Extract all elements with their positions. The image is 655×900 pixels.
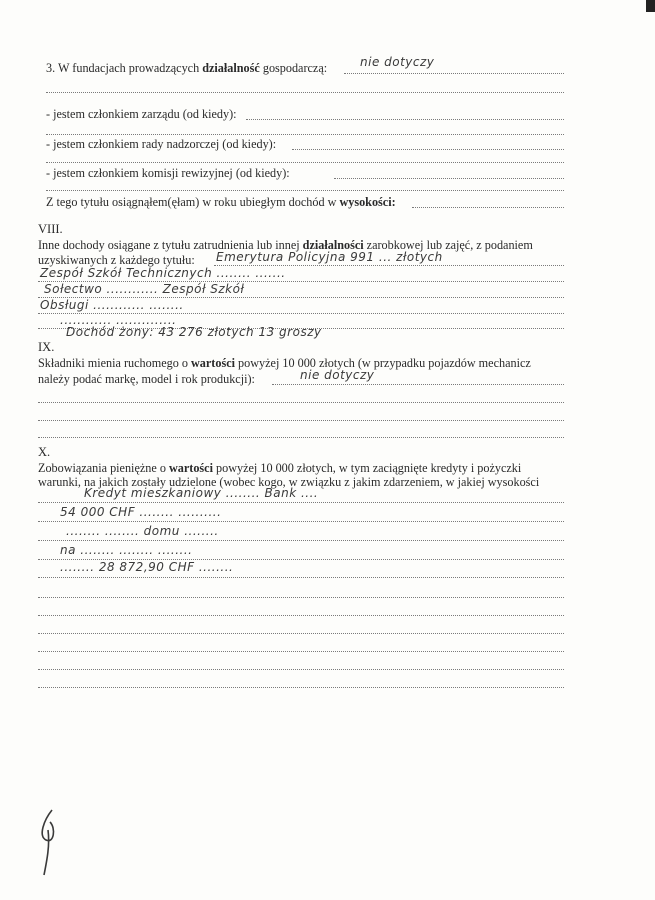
handwritten-answer: ........ ........ domu ........ (66, 524, 219, 538)
answer-line (272, 384, 564, 385)
answer-line (38, 615, 564, 616)
answer-line (46, 162, 564, 163)
answer-line (38, 651, 564, 652)
handwritten-answer: Sołectwo ............ Zespół Szkół (44, 282, 245, 296)
section-heading-x: X. (38, 445, 51, 459)
answer-line (38, 521, 564, 522)
answer-line (38, 402, 564, 403)
section-heading-ix: IX. (38, 340, 55, 354)
scan-artifact (646, 0, 655, 12)
liabilities-label: Zobowiązania pieniężne o wartości powyżej 10 000 złotych, w tym zaciągnięte kredyty i pożyczki (38, 461, 522, 475)
answer-line (46, 92, 564, 93)
answer-line (38, 633, 564, 634)
answer-line (38, 502, 564, 503)
answer-line (46, 134, 564, 135)
answer-line (38, 669, 564, 670)
handwritten-answer: na ........ ........ ........ (60, 543, 193, 557)
answer-line (38, 577, 564, 578)
answer-line (38, 420, 564, 421)
fundacje-label: 3. W fundacjach prowadzących działalność gospodarczą: (46, 61, 328, 75)
answer-line (38, 437, 564, 438)
income-label: Z tego tytułu osiągnąłem(ęłam) w roku ubiegłym dochód w wysokości: (46, 195, 396, 209)
answer-line (38, 597, 564, 598)
answer-line (246, 119, 564, 120)
signature-mark (30, 800, 70, 880)
handwritten-answer: Kredyt mieszkaniowy ........ Bank .... (84, 486, 319, 500)
handwritten-answer: nie dotyczy (360, 55, 435, 69)
section-heading-viii: VIII. (38, 222, 63, 236)
answer-line (38, 540, 564, 541)
other-income-label-2: uzyskiwanych z każdego tytułu: (38, 253, 195, 267)
answer-line (412, 207, 564, 208)
handwritten-answer: Dochód żony: 43 276 złotych 13 groszy (66, 325, 322, 339)
handwritten-answer: 54 000 CHF ........ .......... (60, 505, 222, 519)
handwritten-answer: ........ 28 872,90 CHF ........ (60, 560, 234, 574)
supervisory-label: - jestem członkiem rady nadzorczej (od kiedy): (46, 137, 277, 151)
handwritten-answer: Obsługi ............ ........ (40, 298, 184, 312)
answer-line (292, 149, 564, 150)
movable-assets-label-2: należy podać markę, model i rok produkcji): (38, 372, 255, 386)
answer-line (46, 190, 564, 191)
board-label: - jestem członkiem zarządu (od kiedy): (46, 107, 237, 121)
answer-line (38, 687, 564, 688)
movable-assets-label: Składniki mienia ruchomego o wartości powyżej 10 000 złotych (w przypadku pojazdów mechanicz (38, 356, 531, 370)
answer-line (344, 73, 564, 74)
answer-line (334, 178, 564, 179)
audit-label: - jestem członkiem komisji rewizyjnej (od kiedy): (46, 166, 290, 180)
handwritten-answer: nie dotyczy (300, 368, 375, 382)
liabilities-label-2: warunki, na jakich zostały udzielone (wobec kogo, w związku z jakim zdarzeniem, w jakiej wysokości (38, 475, 540, 489)
handwritten-answer: Zespół Szkół Technicznych ........ ....... (40, 266, 286, 280)
handwritten-answer: ............ .............. (60, 313, 177, 327)
other-income-label: Inne dochody osiągane z tytułu zatrudnienia lub innej działalności zarobkowej lub zajęć, z podaniem (38, 238, 533, 252)
handwritten-answer: Emerytura Policyjna 991 ... złotych (216, 250, 443, 264)
